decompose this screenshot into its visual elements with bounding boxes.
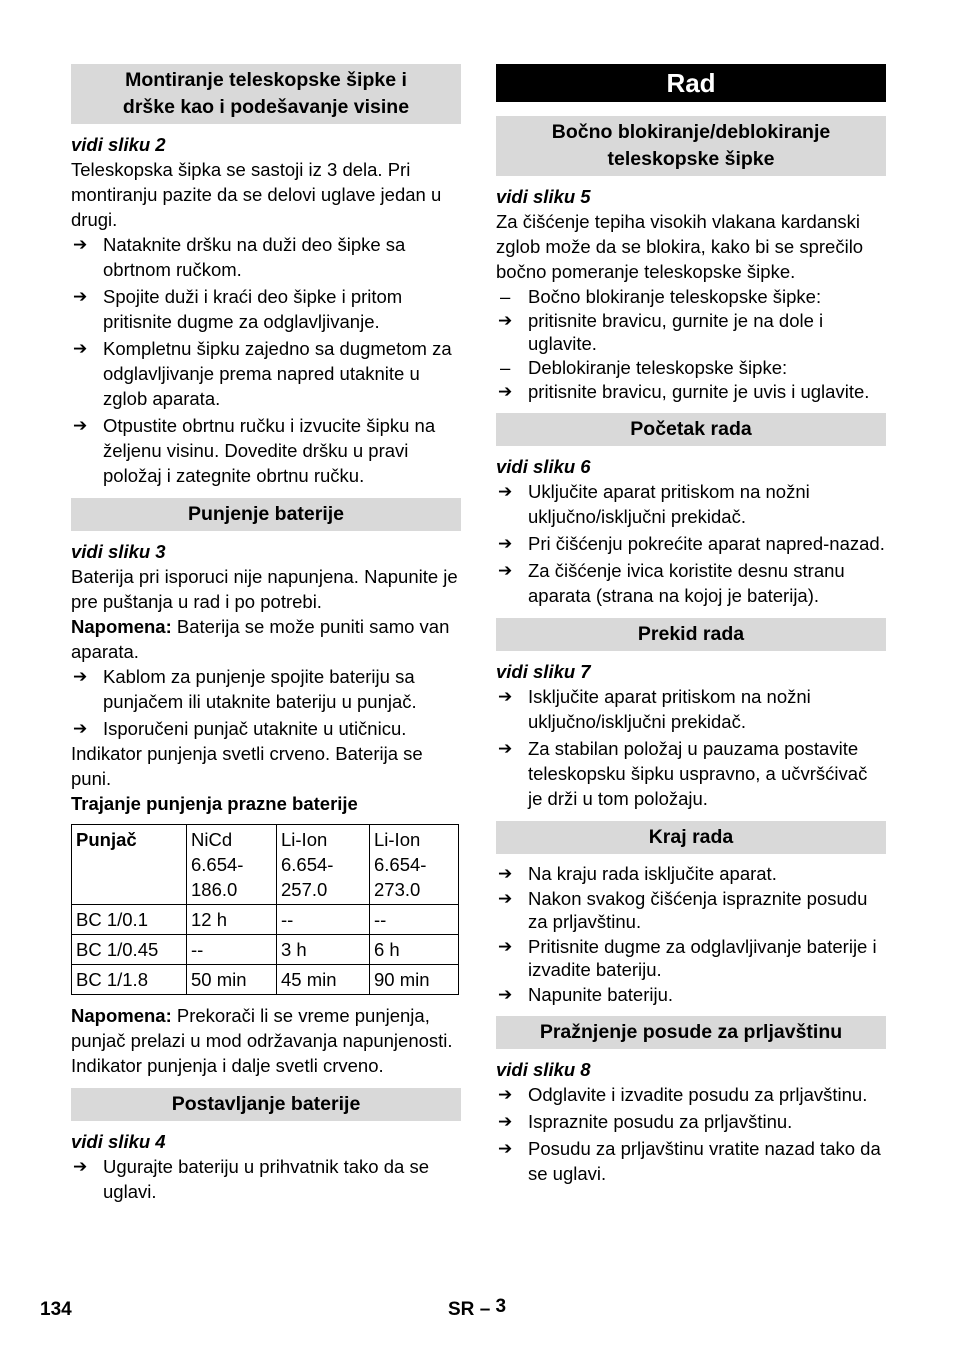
section-heading-telescopic-handle: Montiranje teleskopske šipke i drške kao i podešavanje visine <box>71 64 461 124</box>
figure-reference: vidi sliku 5 <box>496 186 591 207</box>
right-column <box>496 64 886 1186</box>
step-item: ➔ Nakon svakog čišćenja ispraznite posudu za prljavštinu. <box>496 887 886 933</box>
table-cell: -- <box>187 935 277 965</box>
chapter-title: Rad <box>496 64 886 102</box>
table-cell: BC 1/1.8 <box>72 965 187 995</box>
figure-reference: vidi sliku 8 <box>496 1059 591 1080</box>
page-number: 134 <box>40 1299 72 1320</box>
step-item: ➔ Spojite duži i kraći deo šipke i pritom pritisnite dugme za odglavljivanje. <box>71 284 461 334</box>
paragraph: Za čišćenje tepiha visokih vlakana kardanski zglob može da se blokira, kako bi se sprečilo bočno pomeranje teleskopske šipke. <box>496 211 864 282</box>
section-heading-emptying-container: Pražnjenje posude za prljavštinu <box>496 1016 886 1049</box>
dash-item: – Bočno blokiranje teleskopske šipke: <box>496 284 886 309</box>
paragraph: Indikator punjenja svetli crveno. Baterija se puni. <box>71 743 423 789</box>
table-cell: 45 min <box>277 965 370 995</box>
section-heading-battery-insertion: Postavljanje baterije <box>71 1088 461 1121</box>
step-item: ➔ Na kraju rada isključite aparat. <box>496 862 886 885</box>
figure-reference: vidi sliku 6 <box>496 456 591 477</box>
note-label: Napomena: <box>71 616 172 637</box>
table-title: Trajanje punjenja prazne baterije <box>71 793 358 814</box>
step-item: ➔ pritisnite bravicu, gurnite je uvis i uglavite. <box>496 380 886 403</box>
step-item: ➔ pritisnite bravicu, gurnite je na dole i uglavite. <box>496 309 886 355</box>
section-heading-end: Kraj rada <box>496 821 886 854</box>
table-header-cell: NiCd 6.654-186.0 <box>187 825 277 905</box>
step-item: ➔ Napunite bateriju. <box>496 983 886 1006</box>
note-text: Prekorači li se vreme punjenja, punjač prelazi u mod održavanja napunjenosti. Indikator punjenja i dalje svetli crveno. <box>71 1005 453 1076</box>
note-label: Napomena: <box>71 1005 172 1026</box>
section-heading-battery-charging: Punjenje baterije <box>71 498 461 531</box>
figure-reference: vidi sliku 7 <box>496 661 591 682</box>
charging-time-table <box>71 824 459 995</box>
section-heading-start: Početak rada <box>496 413 886 446</box>
table-cell: 12 h <box>187 905 277 935</box>
figure-reference: vidi sliku 2 <box>71 134 166 155</box>
table-cell: 6 h <box>370 935 459 965</box>
table-cell: 50 min <box>187 965 277 995</box>
step-item: ➔ Nataknite dršku na duži deo šipke sa obrtnom ručkom. <box>71 232 461 282</box>
table-cell: 90 min <box>370 965 459 995</box>
note-paragraph <box>71 614 461 664</box>
step-item: ➔ Otpustite obrtnu ručku i izvucite šipku na željenu visinu. Dovedite dršku u pravi položaj i zategnite obrtnu ručku. <box>71 413 461 488</box>
note-text: Baterija se može puniti samo van aparata. <box>71 616 450 662</box>
table-cell: 3 h <box>277 935 370 965</box>
table-row <box>72 905 459 935</box>
step-item: ➔ Isporučeni punjač utaknite u utičnicu. <box>71 716 461 741</box>
table-header-cell: Punjač <box>72 825 187 905</box>
step-item: ➔ Ispraznite posudu za prljavštinu. <box>496 1109 886 1134</box>
figure-reference: vidi sliku 3 <box>71 541 166 562</box>
section-heading-lateral-lock: Bočno blokiranje/deblokiranje teleskopske šipke <box>496 116 886 176</box>
left-column <box>71 64 461 1204</box>
step-item: ➔ Kablom za punjenje spojite bateriju sa punjačem ili utaknite bateriju u punjač. <box>71 664 461 714</box>
table-cell: BC 1/0.45 <box>72 935 187 965</box>
paragraph: Teleskopska šipka se sastoji iz 3 dela. Pri montiranju pazite da se delovi uglave jedan u drugi. <box>71 159 442 230</box>
footer-language-code: SR – 3 <box>448 1296 507 1320</box>
figure-reference: vidi sliku 4 <box>71 1131 166 1152</box>
step-item: ➔ Posudu za prljavštinu vratite nazad tako da se uglavi. <box>496 1136 886 1186</box>
step-item: ➔ Isključite aparat pritiskom na nožni uključno/isključni prekidač. <box>496 684 886 734</box>
step-item: ➔ Pritisnite dugme za odglavljivanje baterije i izvadite bateriju. <box>496 935 886 981</box>
table-row <box>72 965 459 995</box>
table-cell: -- <box>277 905 370 935</box>
table-header-row <box>72 825 459 905</box>
table-cell: -- <box>370 905 459 935</box>
step-item: ➔ Pri čišćenju pokrećite aparat napred-nazad. <box>496 531 886 556</box>
paragraph: Baterija pri isporuci nije napunjena. Napunite je pre puštanja u rad i po potrebi. <box>71 566 458 612</box>
step-item: ➔ Odglavite i izvadite posudu za prljavštinu. <box>496 1082 886 1107</box>
step-item: ➔ Za čišćenje ivica koristite desnu stranu aparata (strana na kojoj je baterija). <box>496 558 886 608</box>
table-header-cell: Li-Ion 6.654-257.0 <box>277 825 370 905</box>
step-item: ➔ Uključite aparat pritiskom na nožni uključno/isključni prekidač. <box>496 479 886 529</box>
table-header-cell: Li-Ion 6.654-273.0 <box>370 825 459 905</box>
section-heading-interruption: Prekid rada <box>496 618 886 651</box>
note-paragraph <box>71 1003 461 1078</box>
dash-item: – Deblokiranje teleskopske šipke: <box>496 355 886 380</box>
step-item: ➔ Za stabilan položaj u pauzama postavite teleskopsku šipku uspravno, a učvršćivač je drži u tom položaju. <box>496 736 886 811</box>
step-item: ➔ Kompletnu šipku zajedno sa dugmetom za odglavljivanje prema napred utaknite u zglob aparata. <box>71 336 461 411</box>
table-cell: BC 1/0.1 <box>72 905 187 935</box>
step-item: ➔ Ugurajte bateriju u prihvatnik tako da se uglavi. <box>71 1154 461 1204</box>
table-row <box>72 935 459 965</box>
